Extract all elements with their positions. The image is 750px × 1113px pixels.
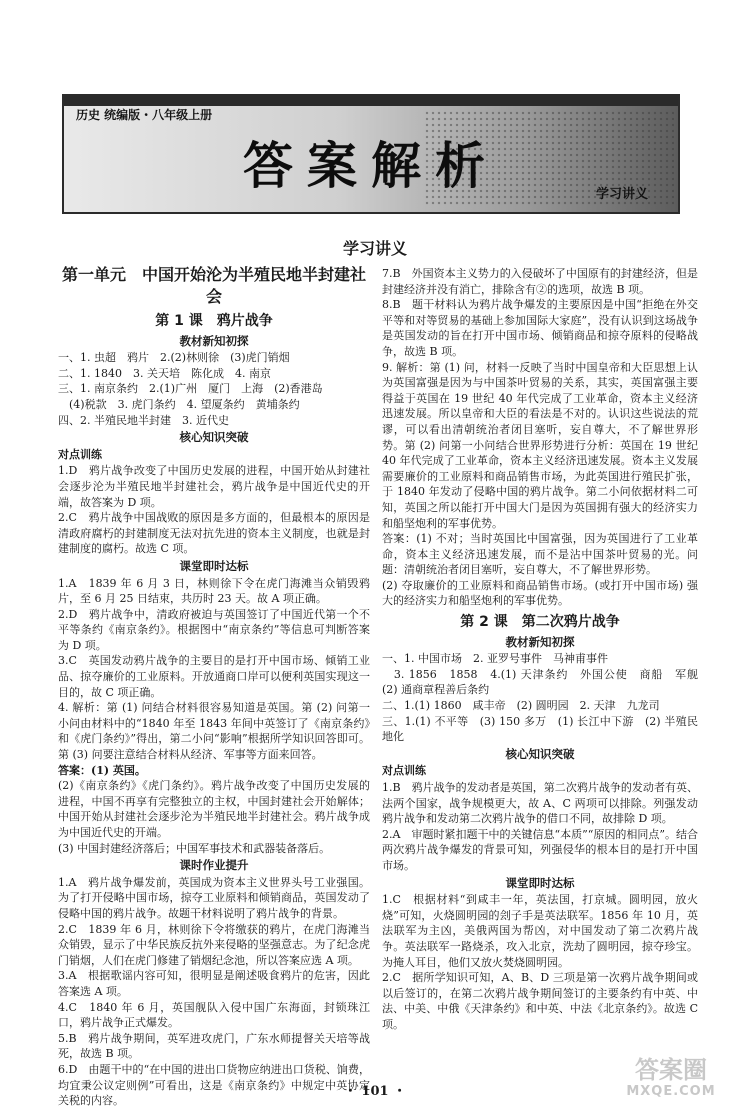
answer-paragraph: 8.B 题干材料认为鸦片战争爆发的主要原因是中国“拒绝在外交平等和对等贸易的基础上参加国际大家庭”，没有认识到这场战争是英国发动的旨在打开中国市场、倾销商品和掠夺原料的侵略战争，故选 B 项。 (382, 298, 698, 358)
page-title: 答案解析 (243, 137, 499, 195)
answer-paragraph: 1.A 1839 年 6 月 3 日，林则徐下令在虎门海滩当众销毁鸦片，至 6 月 25 日结束，共历时 23 天。故 A 项正确。 (58, 576, 370, 606)
header-banner (62, 94, 680, 214)
lesson-title: 第 2 课 第二次鸦片战争 (460, 614, 620, 631)
answer-line: 三、1.(1) 不平等 (3) 150 多万 (1) 长江中下游 (2) 半殖民地化 (382, 714, 698, 744)
left-column (58, 264, 370, 1109)
answer-paragraph: 4.C 1840 年 6 月，英国舰队入侵中国广东海面，封锁珠江口，鸦片战争正式爆发。 (58, 1000, 370, 1030)
answer-line: 一、1. 中国市场 2. 亚罗号事件 马神甫事件 (382, 652, 608, 666)
answer-paragraph: 4. 解析：第 (1) 问结合材料很容易知道是英国。第 (2) 问第一小问由材料中的“1840 年至 1843 年间中英签订了《南京条约》和《虎门条约》”得出，第二小问“影响”根据所学知识回答即可。第 (3) 问要注意结合材料从经济、军事等方面来回答。 (58, 701, 370, 762)
answer-paragraph: (3) 中国封建经济落后；中国军事技术和武器装备落后。 (58, 841, 331, 855)
right-column (382, 266, 709, 1033)
answer-paragraph: 3.A 根据歌谣内容可知，很明显是阐述吸食鸦片的危害，因此答案选 A 项。 (58, 969, 370, 998)
answer-paragraph: 1.C 根据材料“到咸丰一年，英法国，打京城。圆明园，放火烧”可知，火烧圆明园的刽子手是英法联军。1856 年 10 月，英法联军为主凶，美俄两国为帮凶，对中国发动了第二次鸦片战争。英法联军一路烧杀，攻入北京，洗劫了圆明园，掠夺珍宝。为掩人耳目，他们又放火焚烧圆明园。 (382, 893, 698, 969)
answer-paragraph: 3.C 英国发动鸦片战争的主要目的是打开中国市场、倾销工业品、掠夺廉价的工业原料。开放通商口岸可以便利英国实现这一目的，故 C 项正确。 (58, 654, 370, 699)
answer-paragraph: 答案：(1) 不对；当时英国比中国富强，因为英国进行了工业革命，资本主义经济迅速发展，而不是沾中国茶叶贸易的光。问题：清朝统治者闭目塞听，妄自尊大，不了解世界形势。 (382, 532, 698, 577)
answer-label: 答案：(1) 英国。 (58, 763, 146, 777)
answer-line: (4)税款 3. 虎门条约 4. 望厦条约 黄埔条约 (58, 397, 300, 411)
answer-paragraph: 5.B 鸦片战争期间，英军进攻虎门，广东水师提督关天培等战死，故选 B 项。 (58, 1031, 370, 1061)
subheading: 课时作业提升 (179, 858, 249, 873)
answer-paragraph: 1.B 鸦片战争的发动者是英国，第二次鸦片战争的发动者有英、法两个国家，战争规模更大，故 A、C 两项可以排除。列强发动鸦片战争和发动第二次鸦片战争的借口不同，故排除 D 项。 (382, 781, 698, 826)
small-heading: 对点训练 (58, 447, 102, 461)
answer-paragraph: 9. 解析：第 (1) 问，材料一反映了当时中国皇帝和大臣思想上认为英国富强是因为与中国茶叶贸易的关系，其实，英国富强主要得益于英国在 19 世纪 40 年代完成了工业革命，资本主义经济迅速发展。所以皇帝和大臣的看法是不对的。认识这些说法的荒谬，可以看出清朝统治者闭目塞听，妄自尊大，不了解世界形势。第 (2) 问第一小问结合世界形势进行分析：英国在 19 世纪 40 年代完成了工业革命，资本主义经济迅速发展。资本主义发展需要廉价的工业原料和商品销售市场，为此英国进行殖民扩张，于 1840 年发动了侵略中国的鸦片战争。第二小问依据材料二可知，英国之所以能打开中国大门是因为英国拥有强大的经济实力和船坚炮利的军事优势。 (382, 360, 702, 530)
subject-label: 历史 统编版・八年级上册 (76, 108, 213, 122)
answer-paragraph: 2.C 鸦片战争中国战败的原因是多方面的，但最根本的原因是清政府腐朽的封建制度无法对抗先进的资本主义制度，也就是封建制度的腐朽。故选 C 项。 (58, 511, 370, 556)
answer-line: 二、1. 1840 3. 关天培 陈化成 4. 南京 (58, 366, 271, 380)
answer-paragraph: 2.D 鸦片战争中，清政府被迫与英国签订了中国近代第一个不平等条约《南京条约》。根据图中“南京条约”等信息可判断答案为 D 项。 (58, 607, 370, 652)
watermark-url: MXQE.COM (626, 1084, 716, 1099)
subheading: 核心知识突破 (505, 746, 575, 761)
subheading: 教材新知初探 (179, 333, 249, 348)
answer-paragraph: 2.C 据所学知识可知，A、B、D 三项是第一次鸦片战争期间或以后签订的，在第二次鸦片战争期间签订的主要条约有中英、中法、中美、中俄《天津条约》和中英、中法《北京条约》。故选 C 项。 (382, 971, 702, 1031)
answer-paragraph: (2) 夺取廉价的工业原料和商品销售市场。(或打开中国市场) 强大的经济实力和船坚炮利的军事优势。 (382, 578, 698, 608)
watermark-text: 答案圈 (635, 1056, 707, 1084)
subheading: 核心知识突破 (179, 430, 249, 445)
answer-paragraph: 7.B 外国资本主义势力的入侵破坏了中国原有的封建经济，但是封建经济并没有消亡，排除含有②的选项，故选 B 项。 (382, 267, 698, 296)
subheading: 课堂即时达标 (179, 558, 249, 573)
page-number: ・ 101 ・ (343, 1084, 407, 1099)
answer-paragraph: 2.C 1839 年 6 月，林则徐下令将缴获的鸦片，在虎门海滩当众销毁，显示了中华民族反抗外来侵略的坚强意志。为了纪念虎门销烟，人们在虎门修建了销烟纪念池，所以答案应选 A 项。 (58, 922, 370, 967)
watermark-logo (604, 1056, 738, 1106)
small-heading: 对点训练 (382, 764, 426, 778)
subheading: 教材新知初探 (505, 634, 575, 649)
banner-subtitle: 学习讲义 (595, 187, 648, 202)
answer-line: 3. 1856 1858 4.(1) 天津条约 外国公使 商船 军舰 (2) 通商章程善后条约 (382, 667, 709, 697)
answer-line: 一、1. 虫超 鸦片 2.(2)林则徐 (3)虎门销烟 (58, 351, 290, 365)
unit-title: 第一单元 中国开始沦为半殖民地半封建社会 (61, 265, 366, 306)
answer-paragraph: 2.A 审题时紧扣题干中的关键信息“本质”“原因的相同点”。结合两次鸦片战争爆发的背景可知，列强侵华的根本目的是打开中国市场。 (382, 827, 698, 872)
answer-line: 二、1.(1) 1860 咸丰帝 (2) 圆明园 2. 天津 九龙司 (382, 699, 660, 713)
answer-paragraph: 6.D 由题干中的“在中国的进出口货物应纳进出口货税、饷费，均宜秉公议定则例”可看出，这是《南京条约》中规定中英协定关税的内容。 (58, 1062, 370, 1108)
answer-line: 四、2. 半殖民地半封建 3. 近代史 (58, 413, 229, 427)
answer-paragraph: 1.D 鸦片战争改变了中国历史发展的进程，中国开始从封建社会逐步沦为半殖民地半封建社会，鸦片战争是中国近代史的开端，故答案为 D 项。 (58, 464, 370, 509)
answer-paragraph: (2)《南京条约》《虎门条约》。鸦片战争改变了中国历史发展的进程，中国不再享有完整独立的主权，中国封建社会开始解体；中国开始从封建社会逐步沦为半殖民地半封建社会。鸦片战争成为中国近代史的开端。 (58, 779, 370, 839)
lesson-title: 第 1 课 鸦片战争 (155, 313, 273, 329)
subheading: 课堂即时达标 (505, 875, 575, 890)
answer-line: 三、1. 南京条约 2.(1)广州 厦门 上海 (2)香港岛 (58, 382, 323, 396)
section-title: 学习讲义 (342, 239, 407, 258)
answer-paragraph: 1.A 鸦片战争爆发前，英国成为资本主义世界头号工业强国。为了打开侵略中国市场，掠夺工业原料和倾销商品，英国发动了侵略中国的鸦片战争。故题干材料说明了鸦片战争的背景。 (58, 875, 370, 920)
